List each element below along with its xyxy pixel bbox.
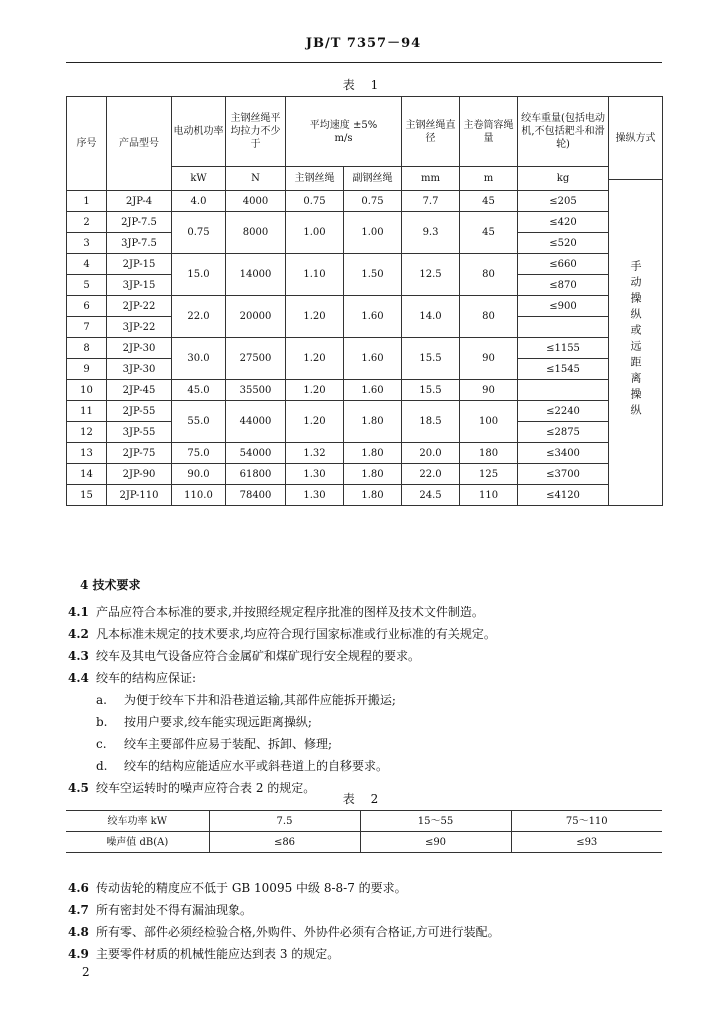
clause-number: 4.8 — [68, 925, 89, 939]
clause-number: 4.4 — [68, 671, 89, 685]
cell-capacity: 90 — [460, 338, 518, 380]
table-row — [67, 212, 663, 233]
cell-weight: ≤520 — [518, 233, 609, 254]
clause — [68, 946, 668, 968]
clause — [68, 648, 668, 670]
cell-power: 0.75 — [172, 212, 226, 254]
th-model: 产品型号 — [107, 97, 172, 191]
cell-no: 6 — [67, 296, 107, 317]
clause-text: 绞车及其电气设备应符合金属矿和煤矿现行安全规程的要求。 — [96, 649, 421, 663]
cell-no: 8 — [67, 338, 107, 359]
cell-capacity: 100 — [460, 401, 518, 443]
cell-weight: ≤870 — [518, 275, 609, 296]
t2-cell: ≤90 — [360, 832, 511, 853]
th-diameter-unit: mm — [402, 167, 460, 191]
clause-text: 绞车的结构应保证: — [96, 671, 197, 685]
cell-speed-aux: 1.80 — [344, 485, 402, 506]
subclause — [68, 714, 668, 736]
th-speed-aux: 副钢丝绳 — [344, 167, 402, 191]
cell-model: 3JP-55 — [107, 422, 172, 443]
cell-pull: 20000 — [226, 296, 286, 338]
clause-number: 4.2 — [68, 627, 89, 641]
cell-power: 4.0 — [172, 191, 226, 212]
cell-speed-main: 1.30 — [286, 464, 344, 485]
header-rule — [66, 62, 662, 63]
cell-no: 2 — [67, 212, 107, 233]
t2-cell: ≤86 — [209, 832, 360, 853]
cell-power: 45.0 — [172, 380, 226, 401]
cell-weight — [518, 317, 609, 338]
t2-row-label: 噪声值 dB(A) — [66, 832, 209, 853]
th-power-unit: kW — [172, 167, 226, 191]
cell-power: 90.0 — [172, 464, 226, 485]
cell-diameter: 18.5 — [402, 401, 460, 443]
th-operation: 操纵方式 — [608, 97, 663, 180]
table-row — [66, 811, 662, 832]
clause-number: 4.1 — [68, 605, 89, 619]
t2-cell: 75～110 — [511, 811, 662, 832]
cell-model: 2JP-7.5 — [107, 212, 172, 233]
cell-weight: ≤2240 — [518, 401, 609, 422]
cell-speed-aux: 1.80 — [344, 464, 402, 485]
table-row — [67, 443, 663, 464]
cell-no: 15 — [67, 485, 107, 506]
cell-diameter: 14.0 — [402, 296, 460, 338]
t2-cell: 15～55 — [360, 811, 511, 832]
th-diameter: 主钢丝绳直径 — [402, 97, 460, 167]
cell-no: 5 — [67, 275, 107, 296]
cell-no: 3 — [67, 233, 107, 254]
cell-weight: ≤900 — [518, 296, 609, 317]
cell-capacity: 80 — [460, 254, 518, 296]
cell-weight — [518, 380, 609, 401]
table2 — [66, 810, 662, 853]
page-number: 2 — [82, 965, 90, 979]
clause — [68, 924, 668, 946]
subclause — [68, 692, 668, 714]
cell-diameter: 24.5 — [402, 485, 460, 506]
table-row — [67, 254, 663, 275]
th-pull-unit: N — [226, 167, 286, 191]
t2-cell: ≤93 — [511, 832, 662, 853]
cell-model: 3JP-30 — [107, 359, 172, 380]
cell-model: 2JP-15 — [107, 254, 172, 275]
cell-weight: ≤660 — [518, 254, 609, 275]
cell-model: 2JP-30 — [107, 338, 172, 359]
cell-diameter: 15.5 — [402, 338, 460, 380]
clause-text: 绞车空运转时的噪声应符合表 2 的规定。 — [96, 781, 316, 795]
cell-speed-main: 1.10 — [286, 254, 344, 296]
cell-power: 55.0 — [172, 401, 226, 443]
table-row — [67, 296, 663, 317]
cell-no: 14 — [67, 464, 107, 485]
th-speed-unit: m/s — [334, 132, 353, 144]
table1-caption: 表 1 — [342, 78, 385, 92]
cell-weight: ≤1545 — [518, 359, 609, 380]
cell-model: 3JP-22 — [107, 317, 172, 338]
clause-text: 产品应符合本标准的要求,并按照经规定程序批准的图样及技术文件制造。 — [96, 605, 484, 619]
cell-diameter: 20.0 — [402, 443, 460, 464]
cell-speed-aux: 1.60 — [344, 380, 402, 401]
table-row — [67, 380, 663, 401]
cell-no: 4 — [67, 254, 107, 275]
cell-no: 7 — [67, 317, 107, 338]
cell-speed-aux: 1.50 — [344, 254, 402, 296]
cell-pull: 4000 — [226, 191, 286, 212]
clause-number: 4.7 — [68, 903, 89, 917]
cell-weight: ≤3400 — [518, 443, 609, 464]
operation-value: 手动操纵或远距离操纵 — [629, 260, 643, 420]
cell-speed-main: 1.00 — [286, 212, 344, 254]
cell-weight: ≤420 — [518, 212, 609, 233]
clause — [68, 604, 668, 626]
cell-model: 2JP-90 — [107, 464, 172, 485]
table-row — [67, 338, 663, 359]
cell-model: 2JP-75 — [107, 443, 172, 464]
t2-row-label: 绞车功率 kW — [66, 811, 209, 832]
cell-pull: 27500 — [226, 338, 286, 380]
cell-speed-aux: 1.80 — [344, 443, 402, 464]
table-row — [66, 832, 662, 853]
subclause-text: 绞车的结构应能适应水平或斜巷道上的自移要求。 — [124, 759, 389, 773]
cell-speed-main: 1.20 — [286, 401, 344, 443]
clause-number: 4.3 — [68, 649, 89, 663]
th-speed-label: 平均速度 ±5% — [309, 119, 378, 131]
cell-no: 9 — [67, 359, 107, 380]
section4-heading: 4 技术要求 — [80, 578, 141, 592]
cell-speed-aux: 1.80 — [344, 401, 402, 443]
cell-weight: ≤205 — [518, 191, 609, 212]
cell-capacity: 125 — [460, 464, 518, 485]
cell-pull: 78400 — [226, 485, 286, 506]
cell-pull: 14000 — [226, 254, 286, 296]
cell-model: 2JP-55 — [107, 401, 172, 422]
th-power: 电动机功率 — [172, 97, 226, 167]
document-header: JB/T 7357－94 — [305, 36, 422, 51]
clause — [68, 902, 668, 924]
cell-speed-aux: 1.60 — [344, 296, 402, 338]
cell-pull: 61800 — [226, 464, 286, 485]
cell-model: 2JP-45 — [107, 380, 172, 401]
section4-items — [68, 604, 668, 802]
cell-power: 15.0 — [172, 254, 226, 296]
clause-text: 所有密封处不得有漏油现象。 — [96, 903, 253, 917]
cell-speed-main: 0.75 — [286, 191, 344, 212]
subclause-text: 绞车主要部件应易于装配、拆卸、修理; — [124, 737, 333, 751]
cell-model: 3JP-15 — [107, 275, 172, 296]
cell-speed-main: 1.30 — [286, 485, 344, 506]
cell-pull: 54000 — [226, 443, 286, 464]
clause-text: 凡本标准未规定的技术要求,均应符合现行国家标准或行业标准的有关规定。 — [96, 627, 496, 641]
th-weight: 绞车重量(包括电动机,不包括耙斗和滑轮) — [518, 97, 609, 167]
cell-no: 11 — [67, 401, 107, 422]
cell-capacity: 45 — [460, 191, 518, 212]
table-row — [67, 464, 663, 485]
subclause-text: 按用户要求,绞车能实现远距离操纵; — [124, 715, 312, 729]
cell-power: 75.0 — [172, 443, 226, 464]
cell-capacity: 110 — [460, 485, 518, 506]
table-row — [67, 485, 663, 506]
cell-no: 1 — [67, 191, 107, 212]
cell-speed-aux: 1.60 — [344, 338, 402, 380]
cell-no: 10 — [67, 380, 107, 401]
subclause-label: d. — [96, 759, 108, 773]
cell-speed-aux: 1.00 — [344, 212, 402, 254]
cell-capacity: 180 — [460, 443, 518, 464]
cell-diameter: 7.7 — [402, 191, 460, 212]
cell-capacity: 45 — [460, 212, 518, 254]
table1 — [66, 96, 663, 506]
th-pull: 主钢丝绳平均拉力不少于 — [226, 97, 286, 167]
cell-diameter: 22.0 — [402, 464, 460, 485]
subclause — [68, 758, 668, 780]
subclause — [68, 736, 668, 758]
th-capacity: 主卷筒容绳量 — [460, 97, 518, 167]
cell-speed-aux: 0.75 — [344, 191, 402, 212]
cell-weight: ≤2875 — [518, 422, 609, 443]
section4-items-after — [68, 880, 668, 968]
table2-caption: 表 2 — [342, 792, 385, 806]
table-row — [67, 191, 663, 212]
th-speed-main: 主钢丝绳 — [286, 167, 344, 191]
cell-model: 2JP-4 — [107, 191, 172, 212]
cell-diameter: 9.3 — [402, 212, 460, 254]
clause-text: 传动齿轮的精度应不低于 GB 10095 中级 8-8-7 的要求。 — [96, 881, 407, 895]
clause — [68, 670, 668, 692]
th-seq: 序号 — [67, 97, 107, 191]
cell-speed-main: 1.20 — [286, 380, 344, 401]
cell-capacity: 90 — [460, 380, 518, 401]
cell-pull: 44000 — [226, 401, 286, 443]
cell-model: 2JP-22 — [107, 296, 172, 317]
cell-no: 13 — [67, 443, 107, 464]
clause-number: 4.5 — [68, 781, 89, 795]
cell-weight: ≤3700 — [518, 464, 609, 485]
th-speed — [286, 97, 402, 167]
cell-power: 22.0 — [172, 296, 226, 338]
cell-speed-main: 1.20 — [286, 296, 344, 338]
clause-text: 主要零件材质的机械性能应达到表 3 的规定。 — [96, 947, 340, 961]
clause-text: 所有零、部件必须经检验合格,外购件、外协件必须有合格证,方可进行装配。 — [96, 925, 500, 939]
clause-number: 4.6 — [68, 881, 89, 895]
clause — [68, 880, 668, 902]
cell-diameter: 12.5 — [402, 254, 460, 296]
cell-no: 12 — [67, 422, 107, 443]
cell-capacity: 80 — [460, 296, 518, 338]
th-operation-cell — [609, 97, 663, 506]
cell-pull: 35500 — [226, 380, 286, 401]
cell-power: 110.0 — [172, 485, 226, 506]
th-capacity-unit: m — [460, 167, 518, 191]
th-weight-unit: kg — [518, 167, 609, 191]
subclause-label: c. — [96, 737, 107, 751]
clause-number: 4.9 — [68, 947, 89, 961]
cell-model: 3JP-7.5 — [107, 233, 172, 254]
subclause-label: b. — [96, 715, 108, 729]
subclause-label: a. — [96, 693, 107, 707]
cell-power: 30.0 — [172, 338, 226, 380]
cell-weight: ≤4120 — [518, 485, 609, 506]
cell-speed-main: 1.20 — [286, 338, 344, 380]
cell-weight: ≤1155 — [518, 338, 609, 359]
subclause-text: 为便于绞车下井和沿巷道运输,其部件应能拆开搬运; — [124, 693, 396, 707]
clause — [68, 626, 668, 648]
t2-cell: 7.5 — [209, 811, 360, 832]
cell-pull: 8000 — [226, 212, 286, 254]
cell-model: 2JP-110 — [107, 485, 172, 506]
table-row — [67, 401, 663, 422]
cell-diameter: 15.5 — [402, 380, 460, 401]
cell-speed-main: 1.32 — [286, 443, 344, 464]
